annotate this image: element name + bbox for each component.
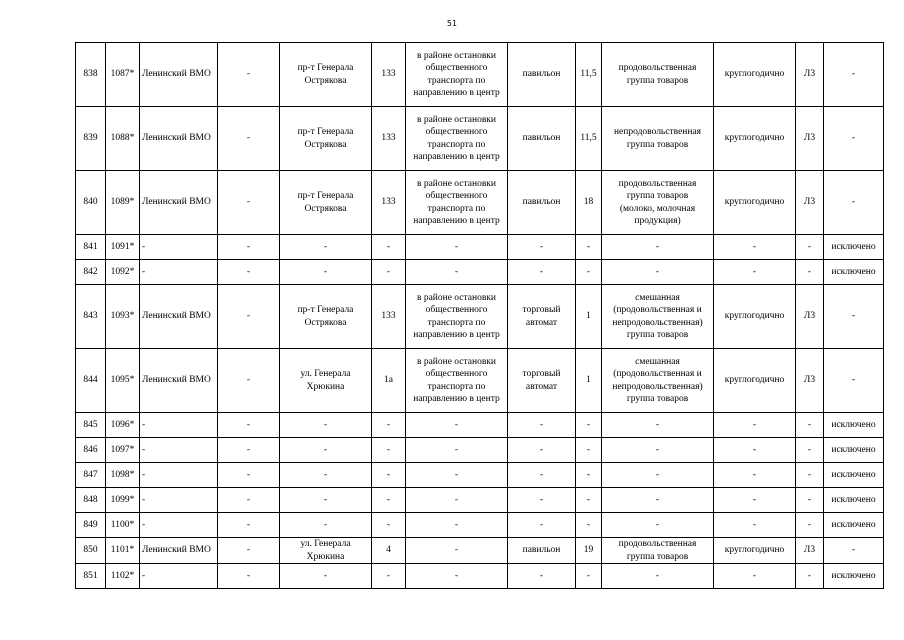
cell-object-type: торговый автомат [508, 285, 576, 349]
cell-district: Ленинский ВМО [140, 171, 218, 235]
cell-period: - [714, 463, 796, 488]
cell-street: ул. Генерала Хрюкина [280, 349, 372, 413]
cell-object-id: 1089* [106, 171, 140, 235]
cell-goods-group: непродовольственная группа товаров [602, 107, 714, 171]
cell-location: в районе остановки общественного транспорта по направлению в центр [406, 171, 508, 235]
cell-column-4: - [218, 107, 280, 171]
cell-row-number: 840 [76, 171, 106, 235]
cell-column-4: - [218, 235, 280, 260]
cell-note: исключено [824, 513, 884, 538]
cell-object-id: 1091* [106, 235, 140, 260]
cell-street: - [280, 413, 372, 438]
cell-period: круглогодично [714, 107, 796, 171]
cell-location: - [406, 488, 508, 513]
cell-code: - [796, 235, 824, 260]
cell-location: в районе остановки общественного транспорта по направлению в центр [406, 285, 508, 349]
cell-period: круглогодично [714, 285, 796, 349]
cell-district: Ленинский ВМО [140, 349, 218, 413]
cell-code: - [796, 564, 824, 589]
cell-location: в районе остановки общественного транспорта по направлению в центр [406, 107, 508, 171]
cell-house: - [372, 260, 406, 285]
cell-location: - [406, 438, 508, 463]
table-row [76, 538, 884, 564]
cell-note: - [824, 43, 884, 107]
cell-location: - [406, 538, 508, 564]
cell-area: 1 [576, 285, 602, 349]
cell-house: - [372, 564, 406, 589]
cell-column-4: - [218, 43, 280, 107]
cell-goods-group: - [602, 564, 714, 589]
cell-district: - [140, 463, 218, 488]
cell-street: - [280, 438, 372, 463]
cell-object-type: - [508, 413, 576, 438]
cell-house: 133 [372, 107, 406, 171]
cell-house: - [372, 463, 406, 488]
cell-object-type: - [508, 260, 576, 285]
cell-code: Л3 [796, 171, 824, 235]
cell-note: исключено [824, 564, 884, 589]
cell-goods-group: продовольственная группа товаров (молоко, молочная продукция) [602, 171, 714, 235]
cell-area: - [576, 260, 602, 285]
cell-area: - [576, 235, 602, 260]
cell-location: в районе остановки общественного транспорта по направлению в центр [406, 43, 508, 107]
cell-goods-group: - [602, 413, 714, 438]
cell-object-type: павильон [508, 43, 576, 107]
cell-row-number: 849 [76, 513, 106, 538]
cell-row-number: 850 [76, 538, 106, 564]
cell-location: в районе остановки общественного транспорта по направлению в центр [406, 349, 508, 413]
cell-goods-group: продовольственная группа товаров [602, 538, 714, 564]
cell-area: - [576, 438, 602, 463]
cell-row-number: 846 [76, 438, 106, 463]
cell-row-number: 848 [76, 488, 106, 513]
cell-period: - [714, 438, 796, 463]
cell-area: 11,5 [576, 43, 602, 107]
cell-column-4: - [218, 438, 280, 463]
cell-object-id: 1097* [106, 438, 140, 463]
cell-object-id: 1099* [106, 488, 140, 513]
cell-note: - [824, 285, 884, 349]
cell-area: 19 [576, 538, 602, 564]
table-row [76, 438, 884, 463]
cell-house: - [372, 488, 406, 513]
cell-object-type: - [508, 513, 576, 538]
table-row [76, 513, 884, 538]
cell-district: - [140, 564, 218, 589]
cell-object-id: 1087* [106, 43, 140, 107]
cell-house: 133 [372, 285, 406, 349]
cell-object-type: торговый автомат [508, 349, 576, 413]
cell-house: - [372, 438, 406, 463]
cell-row-number: 841 [76, 235, 106, 260]
cell-street: - [280, 488, 372, 513]
table-row [76, 463, 884, 488]
cell-area: 1 [576, 349, 602, 413]
cell-area: - [576, 564, 602, 589]
cell-house: - [372, 413, 406, 438]
cell-column-4: - [218, 538, 280, 564]
cell-house: 133 [372, 43, 406, 107]
cell-object-type: - [508, 438, 576, 463]
cell-district: - [140, 260, 218, 285]
cell-column-4: - [218, 488, 280, 513]
cell-house: 1а [372, 349, 406, 413]
cell-row-number: 845 [76, 413, 106, 438]
cell-column-4: - [218, 260, 280, 285]
cell-period: круглогодично [714, 349, 796, 413]
cell-code: Л3 [796, 349, 824, 413]
cell-area: 18 [576, 171, 602, 235]
cell-house: - [372, 513, 406, 538]
cell-note: исключено [824, 438, 884, 463]
document-table [75, 42, 884, 589]
cell-note: исключено [824, 463, 884, 488]
cell-goods-group: - [602, 235, 714, 260]
cell-code: Л3 [796, 538, 824, 564]
table-row [76, 285, 884, 349]
cell-row-number: 851 [76, 564, 106, 589]
cell-goods-group: - [602, 513, 714, 538]
cell-object-type: - [508, 463, 576, 488]
cell-period: - [714, 413, 796, 438]
cell-code: - [796, 513, 824, 538]
cell-object-type: - [508, 488, 576, 513]
table-row [76, 235, 884, 260]
cell-district: Ленинский ВМО [140, 107, 218, 171]
cell-period: круглогодично [714, 43, 796, 107]
cell-area: 11,5 [576, 107, 602, 171]
cell-street: - [280, 235, 372, 260]
cell-column-4: - [218, 413, 280, 438]
cell-object-id: 1093* [106, 285, 140, 349]
cell-district: - [140, 413, 218, 438]
cell-location: - [406, 564, 508, 589]
cell-location: - [406, 513, 508, 538]
cell-period: - [714, 260, 796, 285]
cell-code: - [796, 260, 824, 285]
cell-row-number: 838 [76, 43, 106, 107]
cell-location: - [406, 413, 508, 438]
cell-code: - [796, 463, 824, 488]
cell-goods-group: - [602, 260, 714, 285]
table-row [76, 413, 884, 438]
page-number: 51 [446, 19, 458, 28]
cell-street: ул. Генерала Хрюкина [280, 538, 372, 564]
cell-street: пр-т Генерала Острякова [280, 285, 372, 349]
cell-object-id: 1095* [106, 349, 140, 413]
cell-code: Л3 [796, 285, 824, 349]
cell-area: - [576, 488, 602, 513]
cell-area: - [576, 413, 602, 438]
cell-note: - [824, 538, 884, 564]
cell-code: Л3 [796, 43, 824, 107]
cell-house: - [372, 235, 406, 260]
cell-goods-group: смешанная (продовольственная и непродовольственная) группа товаров [602, 349, 714, 413]
cell-column-4: - [218, 564, 280, 589]
cell-period: круглогодично [714, 538, 796, 564]
table-row [76, 43, 884, 107]
cell-goods-group: продовольственная группа товаров [602, 43, 714, 107]
cell-note: - [824, 349, 884, 413]
cell-street: - [280, 564, 372, 589]
table-row [76, 564, 884, 589]
cell-row-number: 839 [76, 107, 106, 171]
cell-object-type: павильон [508, 538, 576, 564]
cell-row-number: 842 [76, 260, 106, 285]
cell-column-4: - [218, 349, 280, 413]
cell-object-id: 1100* [106, 513, 140, 538]
cell-house: 133 [372, 171, 406, 235]
cell-district: - [140, 513, 218, 538]
cell-goods-group: - [602, 438, 714, 463]
cell-location: - [406, 463, 508, 488]
cell-house: 4 [372, 538, 406, 564]
cell-object-type: - [508, 564, 576, 589]
cell-district: Ленинский ВМО [140, 285, 218, 349]
cell-object-id: 1101* [106, 538, 140, 564]
cell-object-id: 1092* [106, 260, 140, 285]
cell-code: Л3 [796, 107, 824, 171]
cell-row-number: 847 [76, 463, 106, 488]
cell-district: Ленинский ВМО [140, 43, 218, 107]
table-row [76, 260, 884, 285]
cell-district: - [140, 235, 218, 260]
cell-note: - [824, 107, 884, 171]
cell-period: круглогодично [714, 171, 796, 235]
cell-object-id: 1088* [106, 107, 140, 171]
cell-object-type: павильон [508, 171, 576, 235]
cell-period: - [714, 235, 796, 260]
cell-period: - [714, 488, 796, 513]
table-row [76, 488, 884, 513]
cell-note: - [824, 171, 884, 235]
cell-district: - [140, 438, 218, 463]
cell-area: - [576, 463, 602, 488]
cell-street: - [280, 513, 372, 538]
cell-column-4: - [218, 285, 280, 349]
cell-row-number: 843 [76, 285, 106, 349]
cell-goods-group: - [602, 463, 714, 488]
cell-goods-group: смешанная (продовольственная и непродовольственная) группа товаров [602, 285, 714, 349]
cell-note: исключено [824, 235, 884, 260]
cell-street: пр-т Генерала Острякова [280, 107, 372, 171]
cell-note: исключено [824, 413, 884, 438]
cell-location: - [406, 235, 508, 260]
cell-code: - [796, 488, 824, 513]
cell-period: - [714, 564, 796, 589]
cell-code: - [796, 438, 824, 463]
table-row [76, 171, 884, 235]
table-row [76, 107, 884, 171]
cell-note: исключено [824, 260, 884, 285]
cell-street: пр-т Генерала Острякова [280, 43, 372, 107]
cell-column-4: - [218, 513, 280, 538]
cell-street: пр-т Генерала Острякова [280, 171, 372, 235]
cell-district: - [140, 488, 218, 513]
cell-column-4: - [218, 463, 280, 488]
cell-street: - [280, 260, 372, 285]
cell-object-type: павильон [508, 107, 576, 171]
cell-object-id: 1096* [106, 413, 140, 438]
cell-row-number: 844 [76, 349, 106, 413]
cell-object-id: 1102* [106, 564, 140, 589]
cell-code: - [796, 413, 824, 438]
cell-object-id: 1098* [106, 463, 140, 488]
cell-street: - [280, 463, 372, 488]
cell-object-type: - [508, 235, 576, 260]
cell-period: - [714, 513, 796, 538]
cell-area: - [576, 513, 602, 538]
cell-note: исключено [824, 488, 884, 513]
cell-district: Ленинский ВМО [140, 538, 218, 564]
cell-location: - [406, 260, 508, 285]
cell-goods-group: - [602, 488, 714, 513]
cell-column-4: - [218, 171, 280, 235]
table-row [76, 349, 884, 413]
